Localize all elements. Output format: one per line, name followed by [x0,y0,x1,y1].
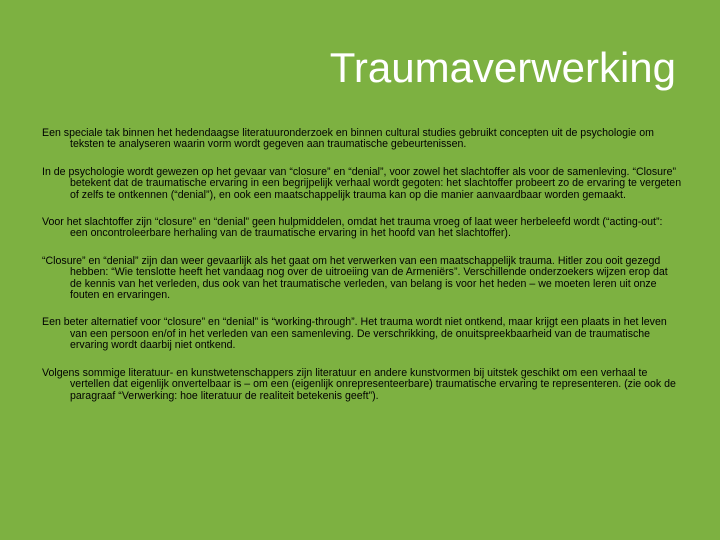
paragraph-societal-trauma: “Closure” en “denial” zijn dan weer gevaarlijk als het gaat om het verwerken van een maatschappelijk trauma. Hitler zou ooit gezegd hebben: “Wie tenslotte heeft het vandaag nog over de uitroeiing van de Armeniërs”. Verschillende onderzoekers wijzen erop dat de kennis van het verleden, dus ook van het traumatische verleden, van belang is voor het heden – we moeten leren uit onze fouten en ervaringen. [42,254,668,302]
paragraph-acting-out: Voor het slachtoffer zijn “closure” en “denial” geen hulpmiddelen, omdat het trauma vroeg of laat weer herbeleefd wordt (“acting-out”: een oncontroleerbare herhaling van de traumatische ervaring in het hoofd van het slachtoffer). [42,216,663,240]
paragraph-literature-representation: Volgens sommige literatuur- en kunstwetenschappers zijn literatuur en andere kunstvormen bij uitstek geschikt om een verhaal te vertellen dat eigenlijk onvertelbaar is – om een (eigenlijk onrepresenteerbare) traumatische ervaring te representeren. (zie ook de paragraaf “Verwerking: hoe literatuur de realiteit betekenis geeft”). [42,366,676,402]
paragraph-working-through: Een beter alternatief voor “closure” en “denial” is “working-through”. Het trauma wordt niet ontkend, maar krijgt een plaats in het leven van een persoon en/of in het verleden van een samenleving. De verschrikking, de onuitspreekbaarheid van de traumatische ervaring wordt daarbij niet ontkend. [42,316,667,352]
slide-title: Traumaverwerking [329,44,676,91]
slide-body [42,128,682,418]
paragraph-closure-denial: In de psychologie wordt gewezen op het gevaar van “closure” en “denial”, voor zowel het slachtoffer als voor de samenleving. “Closure” betekent dat de traumatische ervaring in een begrijpelijk verhaal wordt gegoten: het slachtoffer probeert zo de ervaring te vergeten of zelfs te ontkennen (“denial”), en ook een maatschappelijk trauma kan op die manier aanvaardbaar worden gemaakt. [42,165,682,201]
paragraph-scholarship-intro: Een speciale tak binnen het hedendaagse literatuuronderzoek en binnen cultural studies gebruikt concepten uit de psychologie om teksten te analyseren waarin vorm wordt gegeven aan traumatische gebeurtenissen. [42,127,654,151]
